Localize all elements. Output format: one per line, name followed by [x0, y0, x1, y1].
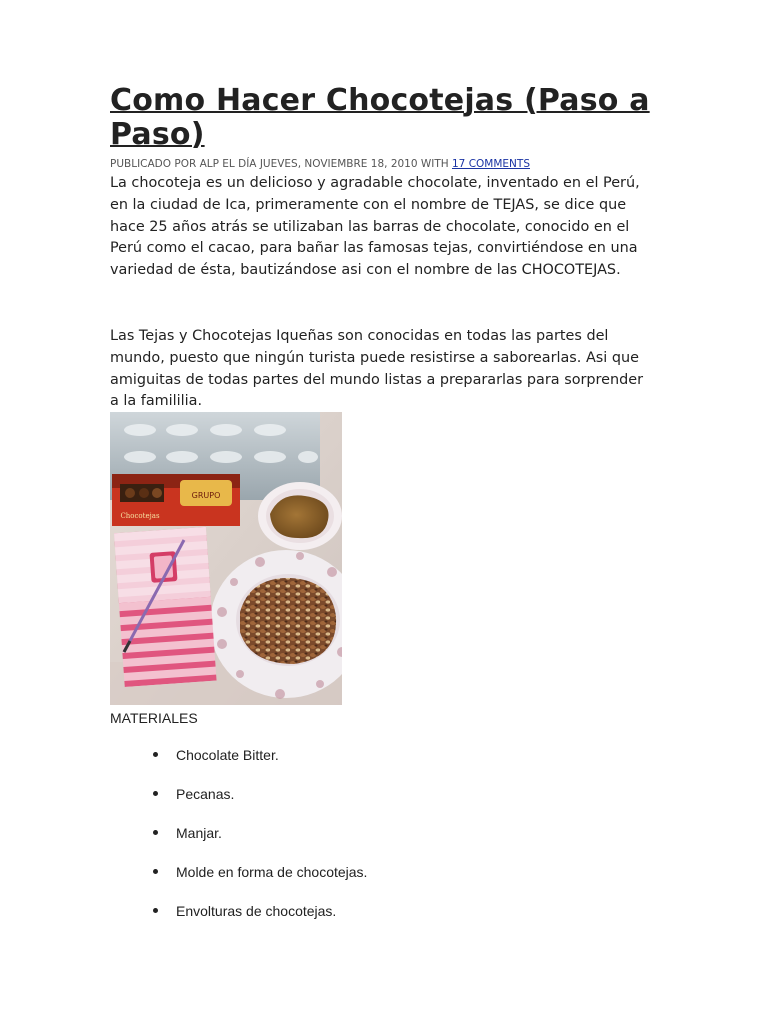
list-item-text: Molde en forma de chocotejas. [176, 864, 368, 880]
list-item [150, 823, 367, 862]
bullet-icon [153, 791, 158, 796]
list-item-text: Pecanas. [176, 786, 235, 802]
post-meta-text: PUBLICADO POR ALP EL DÍA JUEVES, NOVIEMBRE 18, 2010 WITH [110, 158, 452, 170]
bullet-icon [153, 908, 158, 913]
comments-link[interactable]: 17 COMMENTS [452, 158, 530, 170]
materials-heading: MATERIALES [110, 710, 198, 726]
post-title: Como Hacer Chocotejas (Paso a Paso) [110, 83, 650, 152]
bullet-icon [153, 869, 158, 874]
list-item [150, 901, 367, 940]
ingredients-photo [110, 412, 342, 705]
second-paragraph: Las Tejas y Chocotejas Iqueñas son conocidas en todas las partes del mundo, puesto que ningún turista puede resistirse a saborearlas. Asi que amiguitas de todas partes del mundo listas a prepararlas para sorprender a la famililia. [110, 328, 644, 410]
list-item [150, 745, 367, 784]
intro-paragraph: La chocoteja es un delicioso y agradable chocolate, inventado en el Perú, en la ciudad de Ica, primeramente con el nombre de TEJAS, se dice que hace 25 años atrás se utilizaban las barras de chocolate, conocido en el Perú como el cacao, para bañar las famosas tejas, convirtiéndose en una variedad de ésta, bautizándose asi con el nombre de las CHOCOTEJAS. [110, 175, 640, 279]
box-label-text: Chocotejas [120, 512, 160, 520]
list-item-text: Envolturas de chocotejas. [176, 903, 337, 919]
post-meta [110, 157, 670, 171]
box-brand-text: GRUPO [191, 491, 221, 500]
list-item [150, 784, 367, 823]
list-item-text: Chocolate Bitter. [176, 747, 279, 763]
ingredients-photo-illustration [110, 412, 342, 705]
list-item [150, 862, 367, 901]
bullet-icon [153, 752, 158, 757]
bullet-icon [153, 830, 158, 835]
materials-list [150, 745, 367, 940]
list-item-text: Manjar. [176, 825, 222, 841]
